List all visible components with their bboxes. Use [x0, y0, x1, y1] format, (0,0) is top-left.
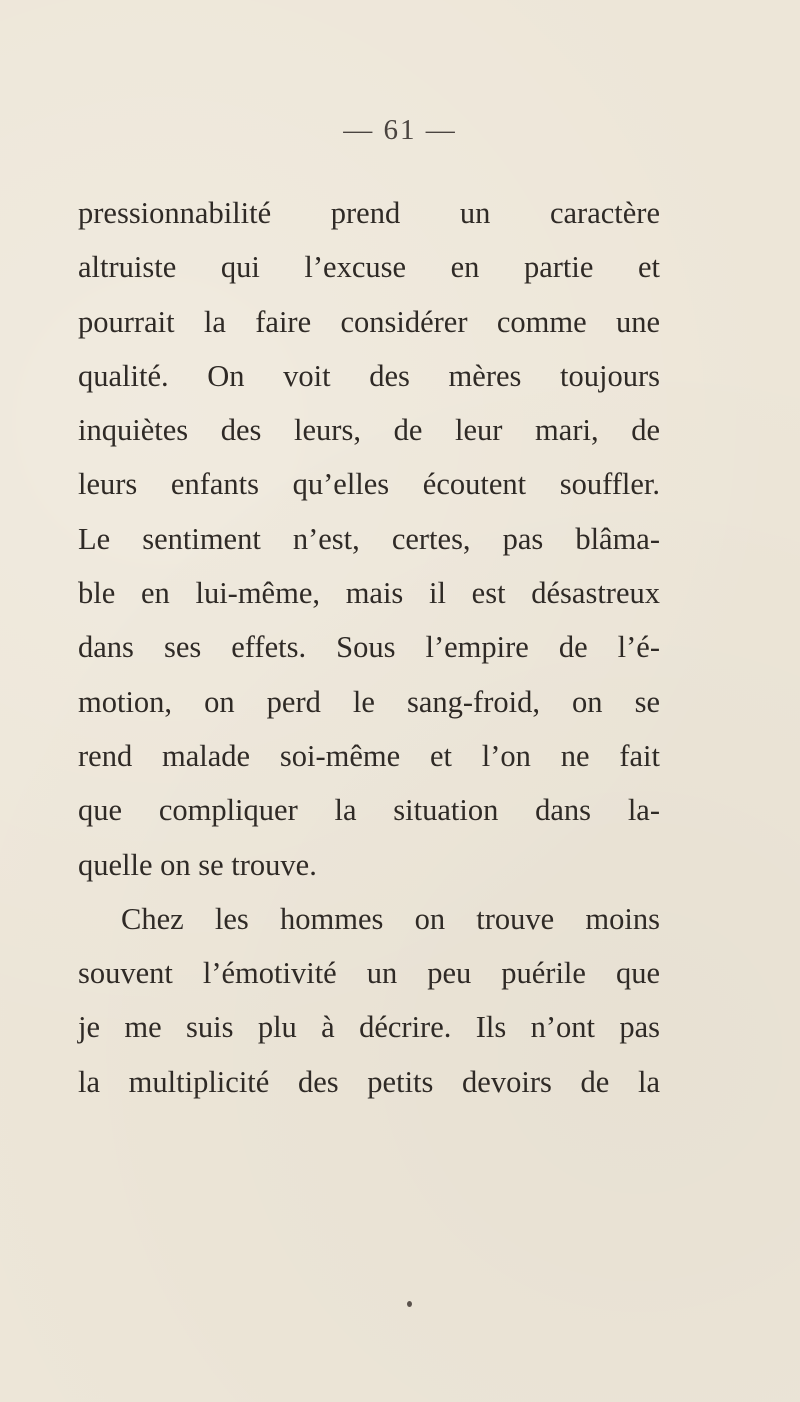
text-line: ble en lui-même, mais il est désastreux [78, 576, 660, 611]
text-line: la multiplicité des petits devoirs de la [78, 1064, 660, 1099]
text-line: leurs enfants qu’elles écoutent souffler. [78, 467, 660, 502]
text-line: Chez les hommes on trouve moins [121, 901, 660, 936]
text-line: pressionnabilité prend un caractère [78, 196, 660, 230]
text-line: motion, on perd le sang-froid, on se [78, 684, 660, 719]
text-line: inquiètes des leurs, de leur mari, de [78, 413, 660, 448]
text-line: souvent l’émotivité un peu puérile que [78, 956, 660, 991]
text-line: qualité. On voit des mères toujours [78, 358, 660, 393]
text-line: je me suis plu à décrire. Ils n’ont pas [78, 1010, 660, 1045]
text-line: pourrait la faire considérer comme une [78, 304, 660, 339]
body-text [78, 186, 660, 1109]
text-line: quelle on se trouve. [78, 847, 317, 882]
paper-speck [407, 1301, 412, 1307]
page-number: — 61 — [343, 114, 457, 146]
text-line: altruiste qui l’excuse en partie et [78, 250, 660, 285]
text-line: que compliquer la situation dans la- [78, 793, 660, 828]
text-line: dans ses effets. Sous l’empire de l’é- [78, 630, 660, 665]
text-line: rend malade soi-même et l’on ne fait [78, 738, 660, 773]
text-line: Le sentiment n’est, certes, pas blâma- [78, 521, 660, 556]
